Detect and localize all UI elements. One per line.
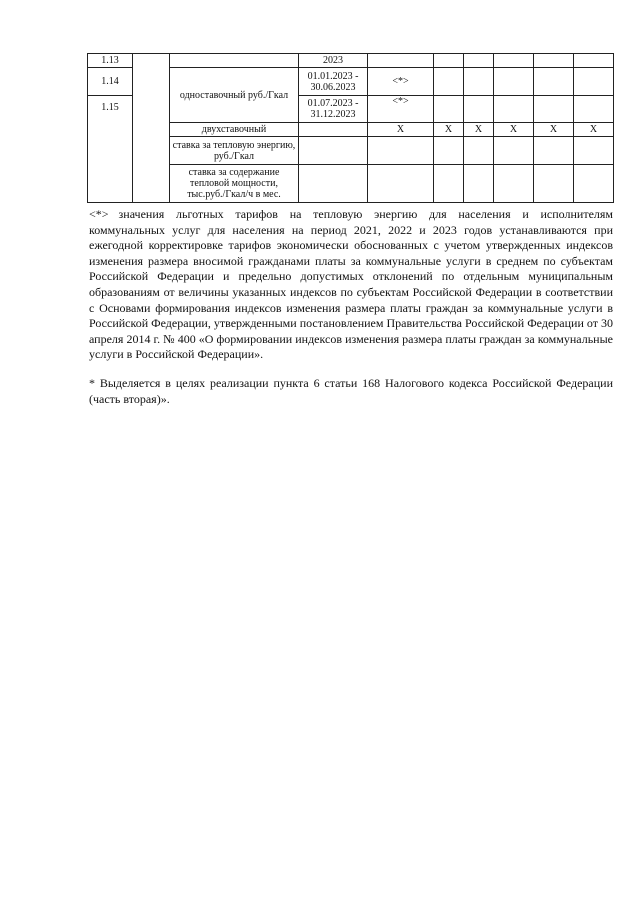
value-cell bbox=[368, 54, 434, 68]
value-cell bbox=[534, 68, 574, 96]
value-cell: <*> bbox=[368, 96, 434, 123]
row-number: 1.13 bbox=[88, 54, 133, 68]
heat-energy-rate-label: ставка за тепловую энергию, руб./Гкал bbox=[170, 137, 299, 165]
empty-cell bbox=[368, 137, 434, 165]
empty-cell bbox=[133, 54, 170, 203]
footnote-benefit-tariffs bbox=[89, 207, 613, 363]
empty-cell bbox=[574, 137, 614, 165]
empty-cell bbox=[299, 123, 368, 137]
x-cell: X bbox=[574, 123, 614, 137]
x-cell: X bbox=[464, 123, 494, 137]
value-cell bbox=[464, 54, 494, 68]
value-cell bbox=[534, 96, 574, 123]
row-number: 1.14 bbox=[88, 68, 133, 96]
empty-cell bbox=[299, 137, 368, 165]
x-cell: X bbox=[434, 123, 464, 137]
period-cell: 2023 bbox=[299, 54, 368, 68]
footnote-tax-code: * Выделяется в целях реализации пункта 6 статьи 168 Налогового кодекса Российской Федерации (часть вторая)». bbox=[89, 375, 613, 406]
value-cell bbox=[464, 96, 494, 123]
value-cell bbox=[574, 54, 614, 68]
empty-cell bbox=[534, 165, 574, 203]
value-cell bbox=[534, 54, 574, 68]
empty-cell bbox=[368, 165, 434, 203]
value-cell bbox=[494, 96, 534, 123]
value-cell bbox=[434, 96, 464, 123]
x-cell: X bbox=[534, 123, 574, 137]
empty-cell bbox=[434, 137, 464, 165]
empty-cell bbox=[434, 165, 464, 203]
value-cell bbox=[574, 68, 614, 96]
two-part-tariff-label: двухставочный bbox=[170, 123, 299, 137]
x-cell: X bbox=[494, 123, 534, 137]
table-row bbox=[88, 54, 614, 68]
value-cell bbox=[574, 96, 614, 123]
empty-cell bbox=[299, 165, 368, 203]
empty-cell bbox=[464, 165, 494, 203]
empty-cell bbox=[574, 165, 614, 203]
value-cell bbox=[464, 68, 494, 96]
value-cell bbox=[434, 54, 464, 68]
value-cell bbox=[494, 68, 534, 96]
tariff-table bbox=[87, 53, 614, 203]
empty-cell bbox=[494, 137, 534, 165]
capacity-rate-label: ставка за содержание тепловой мощности, тыс.руб./Гкал/ч в мес. bbox=[170, 165, 299, 203]
x-cell: X bbox=[368, 123, 434, 137]
one-part-tariff-label: одноставочный руб./Гкал bbox=[170, 68, 299, 123]
empty-cell bbox=[464, 137, 494, 165]
empty-cell bbox=[170, 54, 299, 68]
value-cell bbox=[434, 68, 464, 96]
row-number: 1.15 bbox=[88, 96, 133, 203]
period-cell: 01.01.2023 - 30.06.2023 bbox=[299, 68, 368, 96]
value-cell: <*> bbox=[368, 68, 434, 96]
empty-cell bbox=[534, 137, 574, 165]
footnotes bbox=[89, 207, 613, 407]
value-cell bbox=[494, 54, 534, 68]
period-cell: 01.07.2023 - 31.12.2023 bbox=[299, 96, 368, 123]
footnote-text: значения льготных тарифов на тепловую энергию для населения и исполнителям коммунальных услуг для населения на период 2021, 2022 и 2023 годов устанавливаются при ежегодной корректировке тарифов экономически обоснованных с учетом утвержденных индексов изменения размера вносимой гражданами платы за коммунальные услуги в среднем по субъектам Российской Федерации и предельно допустимых отклонений по отдельным муниципальным образованиям от величины указанных индексов по субъектам Российской Федерации в соответствии с Основами формирования индексов изменения размера платы граждан за коммунальные услуги в Российской Федерации, утвержденными постановлением Правительства Российской Федерации от 30 апреля 2014 г. № 400 «О формировании индексов изменения размера платы граждан за коммунальные услуги в Российской Федерации». bbox=[89, 207, 613, 362]
empty-cell bbox=[494, 165, 534, 203]
footnote-marker: <*> bbox=[89, 207, 109, 221]
